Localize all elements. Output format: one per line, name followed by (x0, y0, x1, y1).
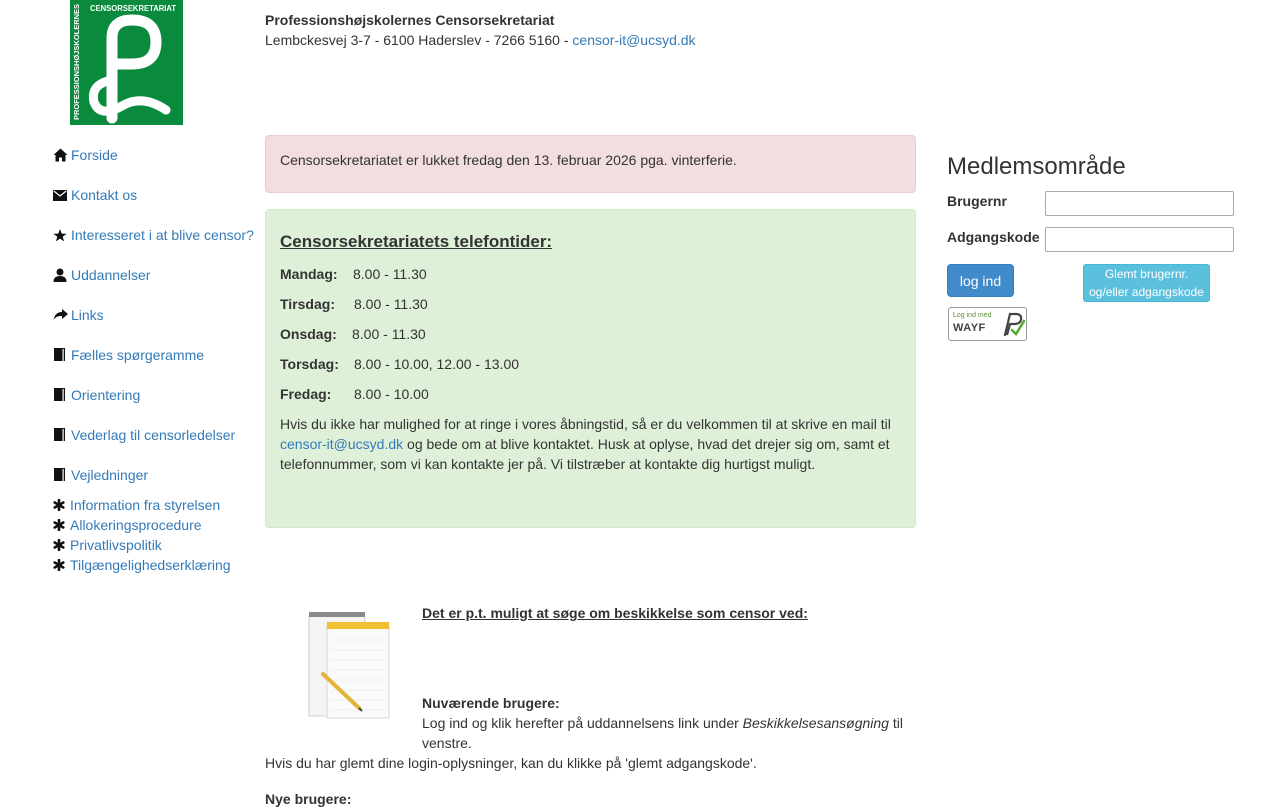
phone-day-row (280, 294, 428, 314)
closed-notice-text: Censorsekretariatet er lukket fredag den 13. februar 2026 pga. vinterferie. (280, 152, 737, 168)
phone-day-name: Onsdag: (280, 326, 337, 342)
phone-day-hours: 8.00 - 10.00 (354, 386, 429, 402)
sidebar-item-links[interactable] (53, 305, 104, 325)
current-text-end: til venstre. (422, 715, 903, 751)
login-button[interactable]: log ind (947, 264, 1014, 297)
apply-heading: Det er p.t. muligt at søge om beskikkelse som censor ved: (422, 605, 808, 621)
wayf-login-button[interactable] (948, 307, 1027, 341)
sidebar-label-privatliv[interactable]: Privatlivspolitik (70, 537, 162, 553)
sidebar-label-allokering[interactable]: Allokeringsprocedure (70, 517, 202, 533)
phone-day-row (280, 384, 429, 404)
password-label: Adgangskode (947, 229, 1040, 245)
header-email-link[interactable]: censor-it@ucsyd.dk (572, 32, 696, 48)
sidebar-label-kontakt[interactable]: Kontakt os (71, 187, 138, 203)
phone-day-hours: 8.00 - 10.00, 12.00 - 13.00 (354, 356, 520, 372)
star-icon (53, 229, 71, 242)
book-icon (53, 428, 71, 442)
envelope-icon (53, 190, 71, 201)
sidebar-label-orientering[interactable]: Orientering (71, 387, 141, 403)
svg-text:PROFESSIONSHØJSKOLERNES: PROFESSIONSHØJSKOLERNES (72, 3, 81, 120)
censorsekretariat-logo[interactable] (70, 0, 183, 125)
phone-day-row (280, 354, 519, 374)
asterisk-icon (53, 539, 70, 551)
phone-note-email-link[interactable]: censor-it@ucsyd.dk (280, 436, 404, 452)
phone-day-row (280, 264, 427, 284)
organization-address (265, 30, 696, 50)
sidebar-item-vederlag[interactable] (53, 425, 235, 445)
book-icon (53, 348, 71, 362)
asterisk-icon (53, 519, 70, 531)
wayf-small-text: Log ind med (953, 312, 992, 319)
organization-name: Professionshøjskolernes Censorsekretariat (265, 12, 555, 28)
sidebar-item-censor[interactable] (53, 225, 254, 245)
sidebar-item-kontakt[interactable] (53, 185, 137, 205)
asterisk-icon (53, 559, 70, 571)
sidebar-item-forside[interactable] (53, 145, 118, 165)
phone-day-hours: 8.00 - 11.30 (354, 296, 428, 312)
forgot-line-2: og/eller adgangskode (1089, 285, 1204, 299)
phone-day-hours: 8.00 - 11.30 (352, 326, 426, 342)
home-icon (53, 148, 71, 162)
sidebar-item-orientering[interactable] (53, 385, 140, 405)
phone-day-name: Tirsdag: (280, 296, 335, 312)
address-text: Lembckesvej 3-7 - 6100 Haderslev - 7266 5160 - (265, 32, 573, 48)
sidebar-label-styrelsen[interactable]: Information fra styrelsen (70, 497, 221, 513)
sidebar-item-allokering[interactable] (53, 515, 202, 535)
current-text-start: Log ind og klik herefter på uddannelsens link under (422, 715, 743, 731)
sidebar-item-styrelsen[interactable] (53, 495, 220, 515)
phone-day-name: Mandag: (280, 266, 338, 282)
sidebar-item-tilgaengelighed[interactable] (53, 555, 231, 575)
username-label: Brugernr (947, 193, 1007, 209)
phone-hours-panel (265, 209, 916, 528)
sidebar-label-vederlag[interactable]: Vederlag til censorledelser (71, 427, 236, 443)
user-icon (53, 268, 71, 282)
wayf-logo-text: WAYF (953, 322, 986, 334)
sidebar-label-tilgaengelighed[interactable]: Tilgængelighedserklæring (70, 557, 231, 573)
current-text-italic: Beskikkelsesansøgning (742, 715, 889, 731)
new-users-heading: Nye brugere: (265, 791, 352, 807)
sidebar-item-uddannelser[interactable] (53, 265, 150, 285)
sidebar-item-vejledninger[interactable] (53, 465, 148, 485)
password-input[interactable] (1045, 227, 1234, 252)
sidebar-item-privatliv[interactable] (53, 535, 162, 555)
svg-text:CENSORSEKRETARIAT: CENSORSEKRETARIAT (90, 4, 177, 13)
forgot-credentials-button[interactable] (1083, 264, 1210, 302)
phone-day-hours: 8.00 - 11.30 (353, 266, 427, 282)
sidebar-label-links[interactable]: Links (71, 307, 104, 323)
book-icon (53, 388, 71, 402)
sidebar-label-forside[interactable]: Forside (71, 147, 118, 163)
notepad-illustration (305, 610, 393, 722)
closed-notice-alert (265, 135, 916, 193)
sidebar-label-vejledninger[interactable]: Vejledninger (71, 467, 149, 483)
wayf-r-icon (1001, 311, 1025, 337)
member-area-title: Medlemsområde (947, 153, 1126, 180)
forgot-info-text: Hvis du har glemt dine login-oplysninger, kan du klikke på 'glemt adgangskode'. (265, 755, 757, 771)
book-icon (53, 468, 71, 482)
sidebar-label-censor[interactable]: Interesseret i at blive censor? (71, 227, 254, 243)
current-users-heading: Nuværende brugere: (422, 695, 560, 711)
forgot-line-1: Glemt brugernr. (1104, 267, 1189, 281)
phone-hours-title: Censorsekretariatets telefontider: (280, 232, 553, 251)
asterisk-icon (53, 499, 70, 511)
share-arrow-icon (53, 309, 71, 321)
sidebar-item-spoergeramme[interactable] (53, 345, 204, 365)
phone-day-name: Torsdag: (280, 356, 339, 372)
phone-contact-note (280, 414, 900, 474)
sidebar-label-uddannelser[interactable]: Uddannelser (71, 267, 151, 283)
phone-note-text-end: og bede om at blive kontaktet. Husk at oplyse, hvad det drejer sig om, samt et telefonnummer, som vi kan kontakte jer på. Vi tilstræber at kontakte dig hurtigst muligt. (280, 436, 890, 472)
phone-day-name: Fredag: (280, 386, 332, 402)
current-users-text (422, 713, 907, 753)
sidebar-label-spoergeramme[interactable]: Fælles spørgeramme (71, 347, 205, 363)
username-input[interactable] (1045, 191, 1234, 216)
phone-day-row (280, 324, 426, 344)
phone-note-text: Hvis du ikke har mulighed for at ringe i vores åbningstid, så er du velkommen til at skrive en mail til (280, 416, 891, 432)
